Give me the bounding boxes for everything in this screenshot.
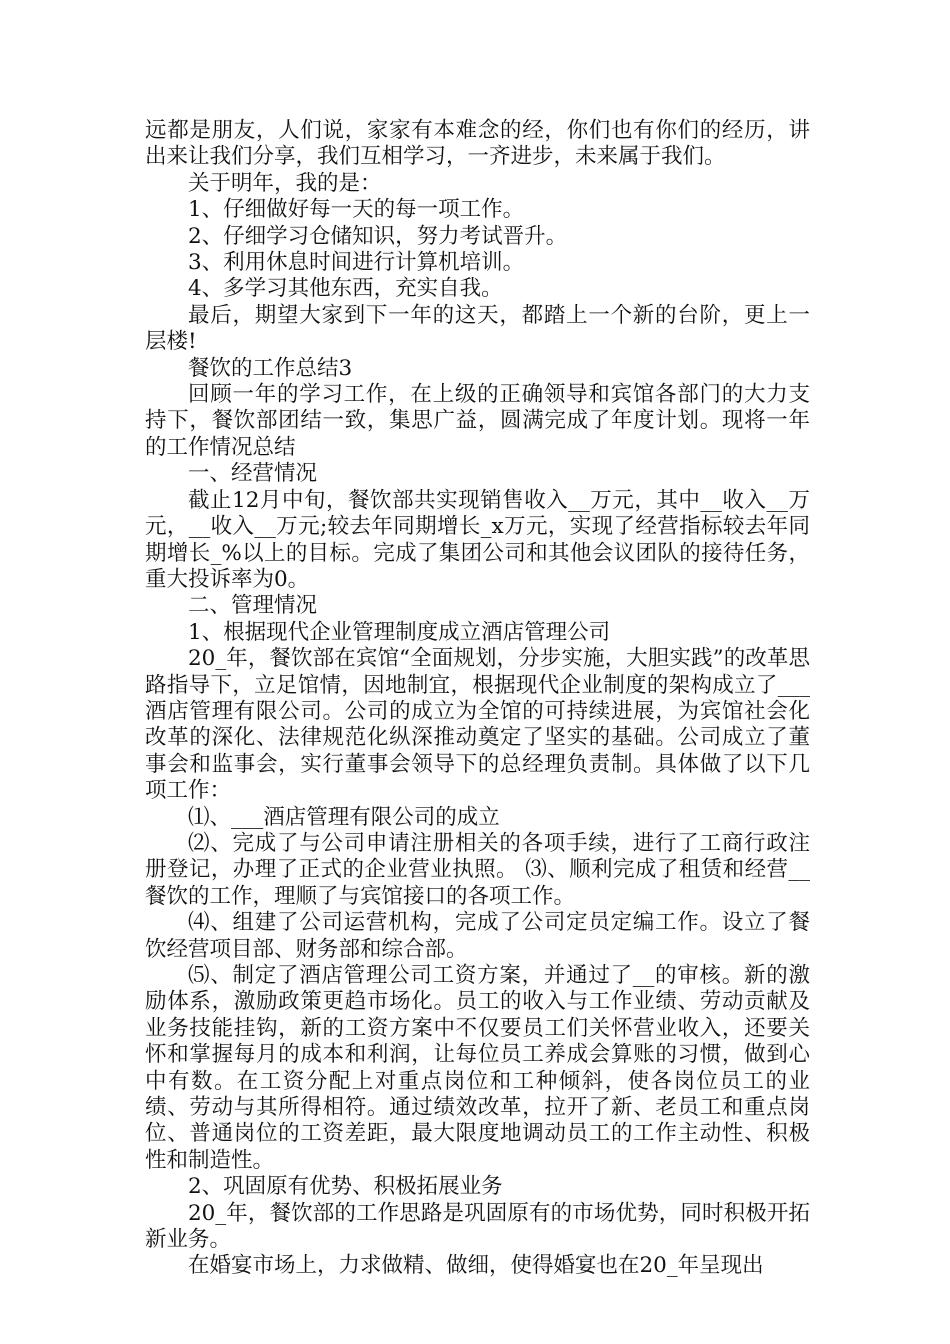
list-item-2: 2、仔细学习仓储知识，努力考试晋升。 bbox=[188, 223, 568, 249]
section-title: 餐饮的工作总结3 bbox=[188, 355, 353, 381]
paragraph-management: 20_年，餐饮部在宾馆“全面规划，分步实施，大胆实践”的改革思路指导下，立足馆情，因地制宜，根据现代企业制度的架构成立了___酒店管理有限公司。公司的成立为全馆的可持续进展，为宾馆社会化改革的深化、法律规范化纵深推动奠定了坚实的基础。公司成立了董事会和监事会，实行董事会领导下的总经理负责制。具体做了以下几项工作： bbox=[145, 646, 810, 804]
paragraph-review: 回顾一年的学习工作，在上级的正确领导和宾馆各部门的大力支持下，餐饮部团结一致，集思广益，圆满完成了年度计划。现将一年的工作情况总结 bbox=[145, 382, 810, 460]
heading-management: 二、管理情况 bbox=[188, 593, 318, 619]
list-item-4: 4、多学习其他东西，充实自我。 bbox=[188, 276, 503, 302]
list-item-1: 1、仔细做好每一天的每一项工作。 bbox=[188, 197, 525, 223]
paragraph-1: 远都是朋友，人们说，家家有本难念的经，你们也有你们的经历，讲出来让我们分享，我们互相学习，一齐进步，未来属于我们。 bbox=[145, 118, 810, 170]
list-item-p1: ⑴、___酒店管理有限公司的成立 bbox=[188, 804, 500, 830]
list-item-3: 3、利用休息时间进行计算机培训。 bbox=[188, 250, 525, 276]
paragraph-2: 关于明年，我的是： bbox=[188, 170, 382, 196]
paragraph-wedding: 在婚宴市场上，力求做精、做细，使得婚宴也在20_年呈现出 bbox=[188, 1253, 764, 1279]
list-item-p5: ⑸、制定了酒店管理公司工资方案，并通过了__的审核。新的激励体系，激励政策更趋市场化。员工的收入与工作业绩、劳动贡献及业务技能挂钩，新的工资方案中不仅要员工们关怀营业收入，还要关怀和掌握每月的成本和利润，让每位员工养成会算账的习惯，做到心中有数。在工资分配上对重点岗位和工种倾斜，使各岗位员工的业绩、劳动与其所得相符。通过绩效改革，拉开了新、老员工和重点岗位、普通岗位的工资差距，最大限度地调动员工的工作主动性、积极性和制造性。 bbox=[145, 963, 810, 1173]
heading-operations: 一、经营情况 bbox=[188, 461, 318, 487]
subheading-1: 1、根据现代企业管理制度成立酒店管理公司 bbox=[188, 619, 611, 645]
list-item-p4: ⑷、组建了公司运营机构，完成了公司定员定编工作。设立了餐饮经营项目部、财务部和综合部。 bbox=[145, 910, 810, 962]
paragraph-business: 20_年，餐饮部的工作思路是巩固原有的市场优势，同时积极开拓新业务。 bbox=[145, 1200, 810, 1253]
paragraph-operations: 截止12月中旬，餐饮部共实现销售收入__万元，其中__收入__万元，__收入__万元;较去年同期增长_x万元，实现了经营指标较去年同期增长_%以上的目标。完成了集团公司和其他会议团队的接待任务，重大投诉率为0。 bbox=[145, 487, 810, 592]
document-body bbox=[145, 118, 810, 1280]
subheading-2: 2、巩固原有优势、积极拓展业务 bbox=[188, 1174, 503, 1200]
list-item-p2: ⑵、完成了与公司申请注册相关的各项手续，进行了工商行政注册登记，办理了正式的企业营业执照。 ⑶、顺利完成了租赁和经营__餐饮的工作，理顺了与宾馆接口的各项工作。 bbox=[145, 830, 810, 909]
paragraph-closing: 最后，期望大家到下一年的这天，都踏上一个新的台阶，更上一层楼! bbox=[145, 302, 810, 355]
